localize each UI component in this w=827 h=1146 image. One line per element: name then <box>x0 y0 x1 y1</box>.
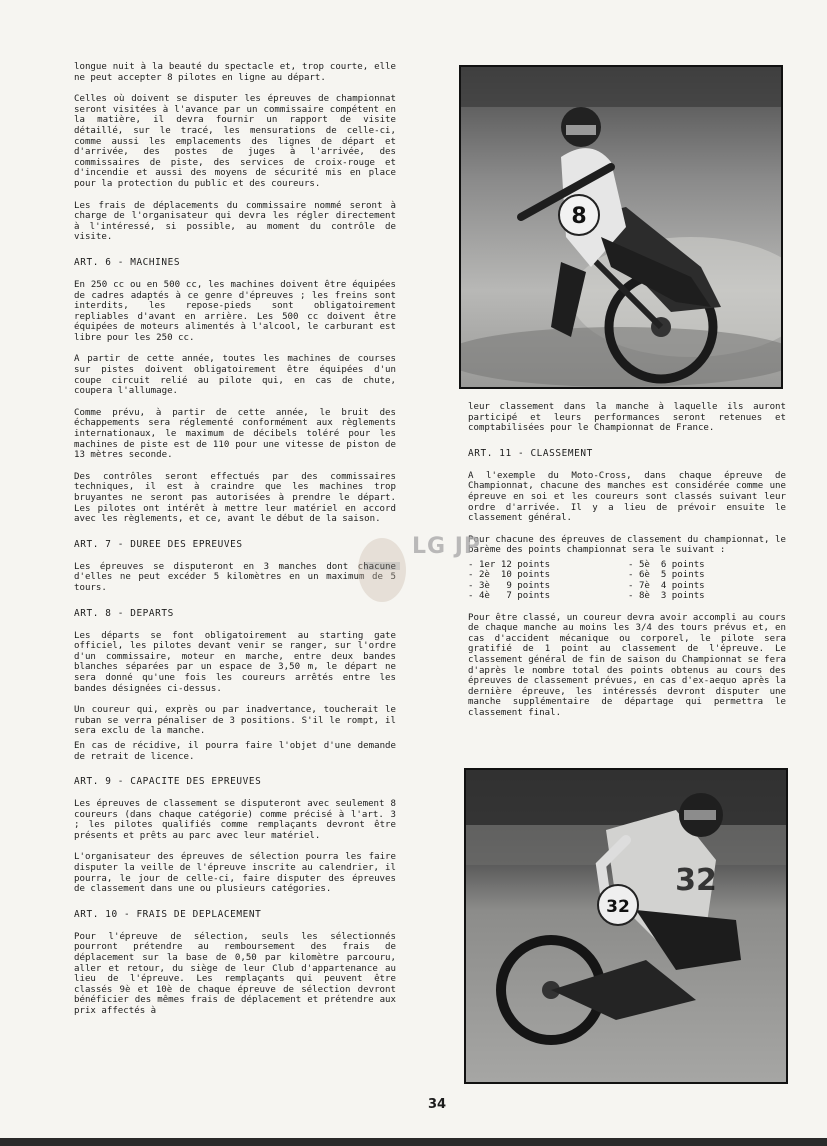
points-row: - 1er 12 points <box>468 559 551 570</box>
paragraph: Les épreuves de classement se disputeront avec seulement 8 coureurs (dans chaque catégorie) comme précisé à l'art. 3 ; les pilotes qualifiés comme remplaçants devront être présents et prêts au parc avec leur matériel. <box>74 799 396 841</box>
scan-bottom-edge <box>0 1138 827 1146</box>
rider-number-bottom: 32 <box>606 897 630 917</box>
points-table <box>468 560 786 602</box>
article-heading: ART. 6 - MACHINES <box>74 256 181 268</box>
rider-8-illustration <box>461 67 781 387</box>
speedway-rider-photo-top <box>459 65 783 389</box>
points-row: - 2è 10 points <box>468 570 551 581</box>
rider-number-top: 8 <box>571 204 587 229</box>
speedway-rider-photo-bottom <box>464 768 788 1084</box>
watermark-logo: LG JP <box>412 534 482 559</box>
paragraph: Les épreuves se disputeront en 3 manches dont chacune d'elles ne peut excéder 5 kilomètres en un maximum de 5 tours. <box>74 561 396 593</box>
left-text-column <box>74 62 396 1028</box>
paragraph: L'organisateur des épreuves de sélection pourra les faire disputer la veille de l'épreuve inscrite au calendrier, il pourra, le jour de celle-ci, faire disputer des épreuves de classement dans une ou plusieurs catégories. <box>74 852 396 895</box>
paragraph: Des contrôles seront effectués par des commissaires techniques, il est à craindre que les machines trop bruyantes ne seront pas autorisées à prendre le départ. Les pilotes ont intérêt à mettre leur matériel en accord avec les règlements, et ce, avant le début de la saison. <box>74 471 396 525</box>
paragraph-classement-1: A l'exemple du Moto-Cross, dans chaque épreuve de Championnat, chacune des manches est considérée comme une épreuve en soi et les coureurs sont classés suivant leur ordre d'arrivée. Il y a lieu de prévoir ensuite le classement général. <box>468 470 786 524</box>
paragraph: Un coureur qui, exprès ou par inadvertance, toucherait le ruban se verra pénaliser de 3 positions. S'il le rompt, il sera exclu de la manche. <box>74 705 396 737</box>
paragraph: En 250 cc ou en 500 cc, les machines doivent être équipées de cadres adaptés à ce genre d'épreuves ; les freins sont interdits, les repose-pieds sont obligatoirement repliables d'avant en arrière. Les 500 cc doivent être équipées de moteurs alimentés à l'alcool, le carburant est libre pour les 250 cc. <box>74 279 396 343</box>
points-row: - 8è 3 points <box>628 591 705 602</box>
paragraph: Pour l'épreuve de sélection, seuls les sélectionnés pourront prétendre au remboursement des frais de déplacement sur la base de 0,50 par kilomètre parcouru, aller et retour, du siège de leur Club d'appartenance au lieu de l'épreuve. Les remplaçants qui peuvent être classés 9è et 10è de chaque épreuve de sélection devront bénéficier des mêmes frais de déplacement et prétendre aux prix affectés à <box>74 931 396 1016</box>
points-row: - 5è 6 points <box>628 559 705 570</box>
paragraph: longue nuit à la beauté du spectacle et, trop courte, elle ne peut accepter 8 pilotes en ligne au départ. <box>74 62 396 83</box>
rider-32-illustration <box>466 770 786 1082</box>
points-row: - 3è 9 points <box>468 580 551 591</box>
article-heading: ART. 8 - DEPARTS <box>74 607 174 619</box>
points-row: - 7è 4 points <box>628 580 705 591</box>
paragraph-bareme: Pour chacune des épreuves de classement du championnat, le barème des points championnat sera le suivant : <box>468 534 786 556</box>
article-heading: ART. 7 - DUREE DES EPREUVES <box>74 538 243 550</box>
heading-art-11: ART. 11 - CLASSEMENT <box>468 447 593 459</box>
paragraph: A partir de cette année, toutes les machines de courses sur pistes doivent obligatoirement être équipées d'un coupe circuit relié au pilote qui, en cas de chute, coupera l'allumage. <box>74 354 396 397</box>
paragraph: En cas de récidive, il pourra faire l'objet d'une demande de retrait de licence. <box>74 740 396 762</box>
paragraph: Les départs se font obligatoirement au starting gate officiel, les pilotes devant venir se ranger, sur l'ordre d'un commissaire, moteur en marche, entre deux bandes blanches séparées par un espace de 3,50 m, le départ ne sera donné qu'une fois les coureurs arrêtés entre les bandes désignées ci-dessus. <box>74 630 396 694</box>
page-number: 34 <box>428 1097 447 1112</box>
article-heading: ART. 10 - FRAIS DE DEPLACEMENT <box>74 908 262 920</box>
paragraph: Les frais de déplacements du commissaire nommé seront à charge de l'organisateur qui devra les régler directement à l'intéressé, si possible, au moment du contrôle de visite. <box>74 200 396 243</box>
rider-bib-number: 32 <box>675 863 717 898</box>
points-row: - 6è 5 points <box>628 570 705 581</box>
points-row: - 4è 7 points <box>468 591 551 602</box>
paragraph-intro-right: leur classement dans la manche à laquelle ils auront participé et leurs performances seront retenues et comptabilisées pour le Championnat de France. <box>468 402 786 434</box>
paragraph-classement-3: Pour être classé, un coureur devra avoir accompli au cours de chaque manche au moins les 3/4 des tours prévus et, en cas d'accident mécanique ou corporel, le pilote sera gratifié de 1 point au classement de l'épreuve. Le classement général de fin de saison du Championnat se fera d'après le nombre total des points obtenus au cours des épreuves de classement prévues, en cas d'ex-aequo après la dernière épreuve, les intéressés devront disputer une manche supplémentaire de départage qui permettra le classement final. <box>468 612 786 718</box>
paragraph: Celles où doivent se disputer les épreuves de championnat seront visitées à l'avance par un commissaire compétent en la matière, il devra fournir un rapport de visite détaillé, sur le tracé, les mensurations de celle-ci, comme aussi les emplacements des lignes de départ et d'arrivée, des postes de juges à l'arrivée, des commissaires de piste, des services de croix-rouge et d'incendie et aussi des moyens de sécurité mis en place pour la protection du public et des coureurs. <box>74 94 396 189</box>
paragraph: Comme prévu, à partir de cette année, le bruit des échappements sera réglementé conformément aux règlements internationaux, le maximum de décibels toléré pour les machines de piste est de 110 pour une vitesse de piston de 13 mètres seconde. <box>74 407 396 461</box>
article-heading: ART. 9 - CAPACITE DES EPREUVES <box>74 776 262 788</box>
right-text-column <box>468 402 786 730</box>
